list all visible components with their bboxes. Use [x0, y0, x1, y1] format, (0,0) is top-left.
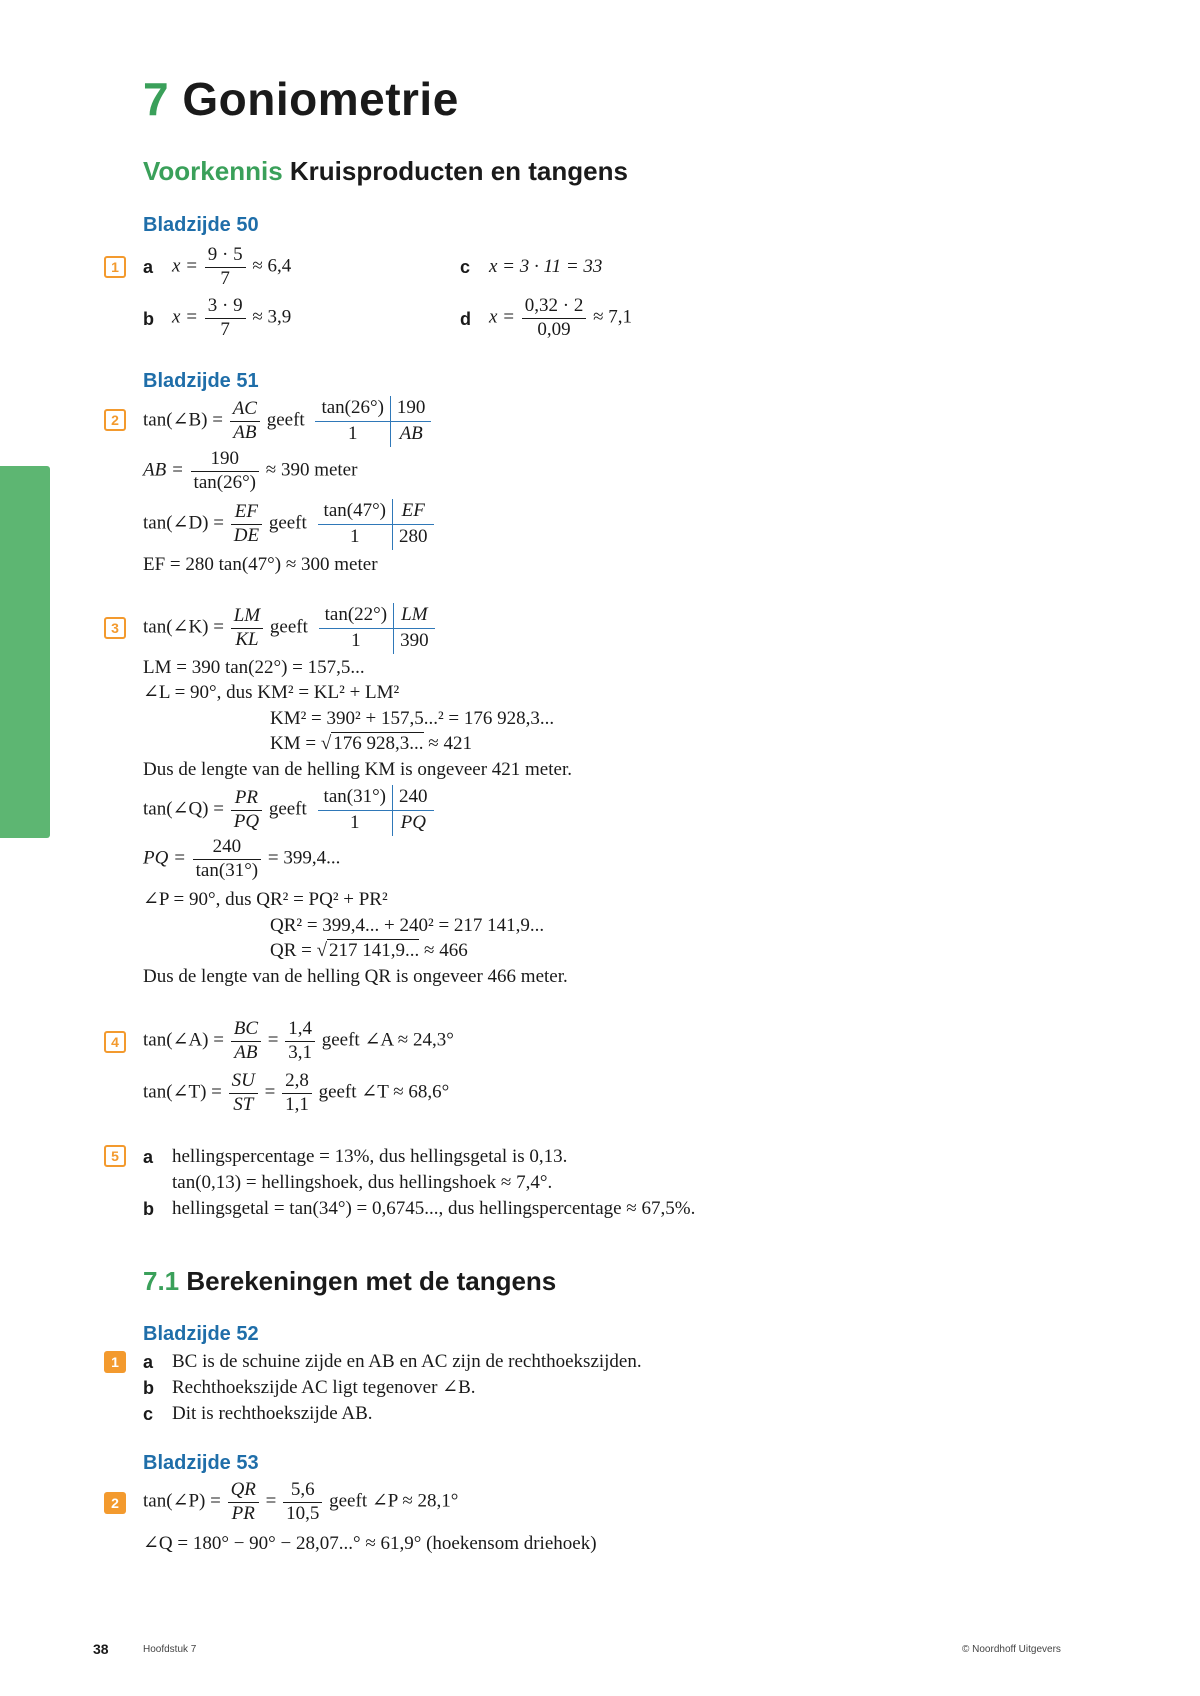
footer-chapter: Hoofdstuk 7	[143, 1644, 197, 1655]
page-ref-52: Bladzijde 52	[143, 1323, 259, 1345]
ex5-b-line: hellingsgetal = tan(34°) = 0,6745..., dus hellingspercentage ≈ 67,5%.	[172, 1198, 696, 1219]
exercise-number-71-1: 1	[104, 1351, 126, 1373]
ratio-table-2: tan(47°) EF 1 280	[318, 499, 434, 550]
item-label-b: b	[143, 1378, 154, 1398]
ex3-line-4: KM² = 390² + 157,5...² = 176 928,3...	[270, 708, 555, 729]
page-ref-53: Bladzijde 53	[143, 1452, 259, 1474]
item-label-c: c	[460, 257, 471, 277]
item-label-b: b	[143, 1199, 154, 1219]
ex2-line-1: tan(∠B) = $\frac{AC}{AB}$ geeft tan(26°) 190 1 AB	[143, 396, 431, 447]
item-label-b: b	[143, 309, 154, 329]
ex5-a-line-2: tan(0,13) = hellingshoek, dus hellingshoek ≈ 7,4°.	[172, 1172, 553, 1193]
ex1-c-expression: x = 3 · 11 = 33	[489, 256, 603, 277]
ex3-line-12: Dus de lengte van de helling QR is ongeveer 466 meter.	[143, 966, 568, 987]
ex3-line-5: KM = √ 176 928,3... ≈ 421	[270, 733, 472, 754]
section-heading-7-1	[143, 1266, 556, 1297]
ex3-line-6: Dus de lengte van de helling KM is ongeveer 421 meter.	[143, 759, 572, 780]
ex71-1-c: Dit is rechthoekszijde AB.	[172, 1403, 373, 1424]
ex4-line-2: tan(∠T) = $\frac{SU}{ST}$ = $\frac{2,8}{1,1}$ geeft ∠T ≈ 68,6°	[143, 1070, 450, 1115]
section-title: Kruisproducten en tangens	[289, 156, 628, 186]
ex1-b-expression: x = $\frac{3 \cdot 9}{7}$ ≈ 3,9	[172, 295, 292, 340]
ex2-line-2: AB = $\frac{190}{\tan(26^\circ)}$ ≈ 390 meter	[143, 448, 358, 493]
ex3-line-11: QR = √ 217 141,9... ≈ 466	[270, 940, 468, 961]
exercise-number-1: 1	[104, 256, 126, 278]
ex71-1-a: BC is de schuine zijde en AB en AC zijn de rechthoekszijden.	[172, 1351, 642, 1372]
section-label: Voorkennis	[143, 156, 283, 186]
exercise-number-2: 2	[104, 409, 126, 431]
ex5-a-line-1: hellingspercentage = 13%, dus hellingsgetal is 0,13.	[172, 1146, 568, 1167]
ex1-a-expression: x = $\frac{9 \cdot 5}{7}$ ≈ 6,4	[172, 244, 292, 289]
ex3-line-1: tan(∠K) = $\frac{LM}{KL}$ geeft tan(22°) LM 1 390	[143, 603, 435, 654]
page-number: 38	[93, 1641, 109, 1657]
ex2-line-3: tan(∠D) = $\frac{EF}{DE}$ geeft tan(47°) EF 1 280	[143, 499, 434, 550]
ex4-line-1: tan(∠A) = $\frac{BC}{AB}$ = $\frac{1,4}{3,1}$ geeft ∠A ≈ 24,3°	[143, 1018, 454, 1063]
chapter-title	[143, 72, 459, 126]
section-label: 7.1	[143, 1266, 180, 1296]
exercise-number-4: 4	[104, 1031, 126, 1053]
ratio-table-4: tan(31°) 240 1 PQ	[318, 785, 434, 836]
section-heading-voorkennis	[143, 156, 628, 187]
ex3-line-2: LM = 390 tan(22°) = 157,5...	[143, 657, 365, 678]
ex3-line-8: PQ = $\frac{240}{\tan(31^\circ)}$ = 399,4...	[143, 836, 341, 881]
exercise-number-3: 3	[104, 617, 126, 639]
chapter-name: Goniometrie	[182, 73, 459, 125]
ex3-line-7: tan(∠Q) = $\frac{PR}{PQ}$ geeft tan(31°) 240 1 PQ	[143, 785, 434, 836]
ex3-line-10: QR² = 399,4... + 240² = 217 141,9...	[270, 915, 545, 936]
item-label-a: a	[143, 1352, 154, 1372]
page-ref-51: Bladzijde 51	[143, 370, 259, 392]
item-label-d: d	[460, 309, 471, 329]
ex71-2-line-2: ∠Q = 180° − 90° − 28,07...° ≈ 61,9° (hoekensom driehoek)	[143, 1533, 597, 1554]
section-title: Berekeningen met de tangens	[186, 1266, 557, 1296]
chapter-sidebar-tab	[0, 466, 50, 838]
ex3-line-3: ∠L = 90°, dus KM² = KL² + LM²	[143, 682, 400, 703]
ex2-line-4: EF = 280 tan(47°) ≈ 300 meter	[143, 554, 378, 575]
page-ref-50: Bladzijde 50	[143, 214, 259, 236]
ex3-line-9: ∠P = 90°, dus QR² = PQ² + PR²	[143, 889, 388, 910]
ratio-table-1: tan(26°) 190 1 AB	[315, 396, 431, 447]
ex71-1-b: Rechthoekszijde AC ligt tegenover ∠B.	[172, 1377, 476, 1398]
ex71-2-line-1: tan(∠P) = $\frac{QR}{PR}$ = $\frac{5,6}{10,5}$ geeft ∠P ≈ 28,1°	[143, 1479, 459, 1524]
footer-publisher: © Noordhoff Uitgevers	[962, 1644, 1061, 1655]
item-label-a: a	[143, 1147, 154, 1167]
item-label-c: c	[143, 1404, 154, 1424]
ratio-table-3: tan(22°) LM 1 390	[319, 603, 435, 654]
chapter-number: 7	[143, 73, 170, 125]
exercise-number-71-2: 2	[104, 1492, 126, 1514]
item-label-a: a	[143, 257, 154, 277]
ex1-d-expression: x = $\frac{0,32 \cdot 2}{0,09}$ ≈ 7,1	[489, 295, 633, 340]
exercise-number-5: 5	[104, 1145, 126, 1167]
